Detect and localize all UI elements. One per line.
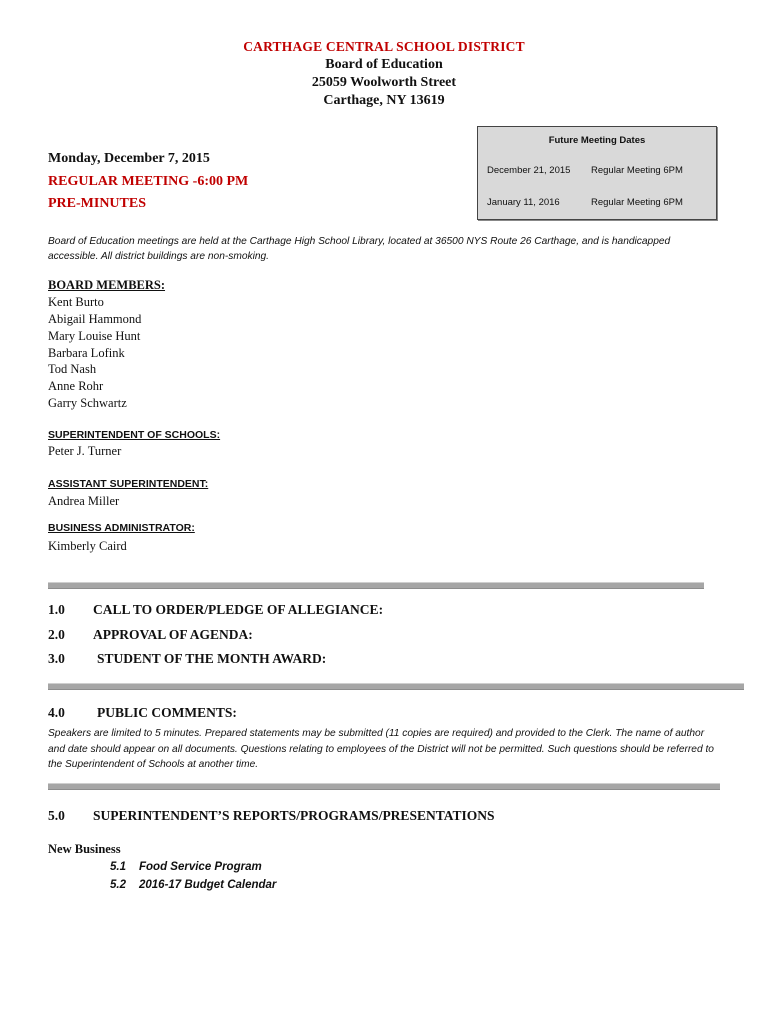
agenda-item-number: 5.0 — [48, 808, 65, 823]
meeting-type: REGULAR MEETING -6:00 PM — [48, 174, 249, 189]
superintendent-name: Peter J. Turner — [48, 444, 122, 458]
superintendent-heading: SUPERINTENDENT OF SCHOOLS: — [48, 429, 221, 441]
board-member-name: Garry Schwartz — [48, 396, 127, 410]
new-business-heading: New Business — [48, 842, 121, 856]
agenda-item-title: SUPERINTENDENT’S REPORTS/PROGRAMS/PRESENTATIONS — [93, 808, 495, 823]
future-meeting-row — [487, 197, 683, 208]
district-name: CARTHAGE CENTRAL SCHOOL DISTRICT — [243, 39, 525, 54]
letterhead — [0, 38, 768, 110]
board-member-name: Abigail Hammond — [48, 312, 142, 326]
future-meeting-dates-box — [477, 126, 717, 220]
assistant-superintendent-heading: ASSISTANT SUPERINTENDENT: — [48, 478, 209, 490]
new-business-item-number: 5.2 — [110, 879, 126, 891]
new-business-item — [110, 861, 262, 873]
board-name: Board of Education — [325, 57, 443, 72]
future-meeting-row — [487, 165, 683, 176]
agenda-item-title: CALL TO ORDER/PLEDGE OF ALLEGIANCE: — [93, 602, 384, 617]
agenda-item-number: 2.0 — [48, 627, 65, 642]
future-meetings-title: Future Meeting Dates — [548, 135, 646, 146]
section-divider — [48, 683, 744, 690]
agenda-item — [48, 651, 326, 667]
agenda-item-title: PUBLIC COMMENTS: — [97, 705, 237, 720]
future-meeting-date: January 11, 2016 — [487, 197, 560, 208]
assistant-superintendent-name: Andrea Miller — [48, 494, 120, 508]
meeting-date: Monday, December 7, 2015 — [48, 151, 210, 166]
board-member-name: Tod Nash — [48, 362, 97, 376]
future-meeting-type: Regular Meeting 6PM — [591, 165, 683, 176]
public-comments-text: Speakers are limited to 5 minutes. Prepared statements may be submitted (11 copies are required) and provided to the Clerk. The name of author and date should appear on all documents. Questions relating to employees of the District will not be permitted. Such questions should be referred to the Superintendent of Schools at another time. — [48, 728, 714, 770]
agenda-item-number: 1.0 — [48, 602, 65, 617]
board-member-name: Barbara Lofink — [48, 346, 125, 360]
future-meeting-type: Regular Meeting 6PM — [591, 197, 683, 208]
agenda-item — [48, 808, 494, 824]
city-address: Carthage, NY 13619 — [323, 93, 445, 108]
future-meeting-date: December 21, 2015 — [487, 165, 571, 176]
new-business-item — [110, 879, 276, 891]
section-divider — [48, 783, 720, 790]
section-divider — [48, 582, 704, 589]
agenda-item — [48, 627, 253, 643]
agenda-item — [48, 705, 237, 721]
agenda-item-number: 4.0 — [48, 705, 65, 720]
new-business-item-title: Food Service Program — [139, 861, 262, 873]
board-members-heading: BOARD MEMBERS: — [48, 278, 166, 292]
agenda-item-title: APPROVAL OF AGENDA: — [93, 627, 253, 642]
board-member-name: Mary Louise Hunt — [48, 329, 141, 343]
business-administrator-name: Kimberly Caird — [48, 539, 127, 553]
board-member-name: Kent Burto — [48, 295, 104, 309]
agenda-item-number: 3.0 — [48, 651, 65, 666]
agenda-item — [48, 602, 383, 618]
street-address: 25059 Woolworth Street — [311, 75, 457, 90]
new-business-item-number: 5.1 — [110, 861, 126, 873]
agenda-item-title: STUDENT OF THE MONTH AWARD: — [97, 651, 327, 666]
intro-paragraph: Board of Education meetings are held at the Carthage High School Library, located at 36500 NYS Route 26 Carthage, and is handicapped accessible. All district buildings are non-smoking. — [48, 236, 671, 262]
board-member-name: Anne Rohr — [48, 379, 104, 393]
new-business-item-title: 2016-17 Budget Calendar — [139, 879, 277, 891]
business-administrator-heading: BUSINESS ADMINISTRATOR: — [48, 522, 195, 534]
meeting-status: PRE-MINUTES — [48, 196, 147, 211]
